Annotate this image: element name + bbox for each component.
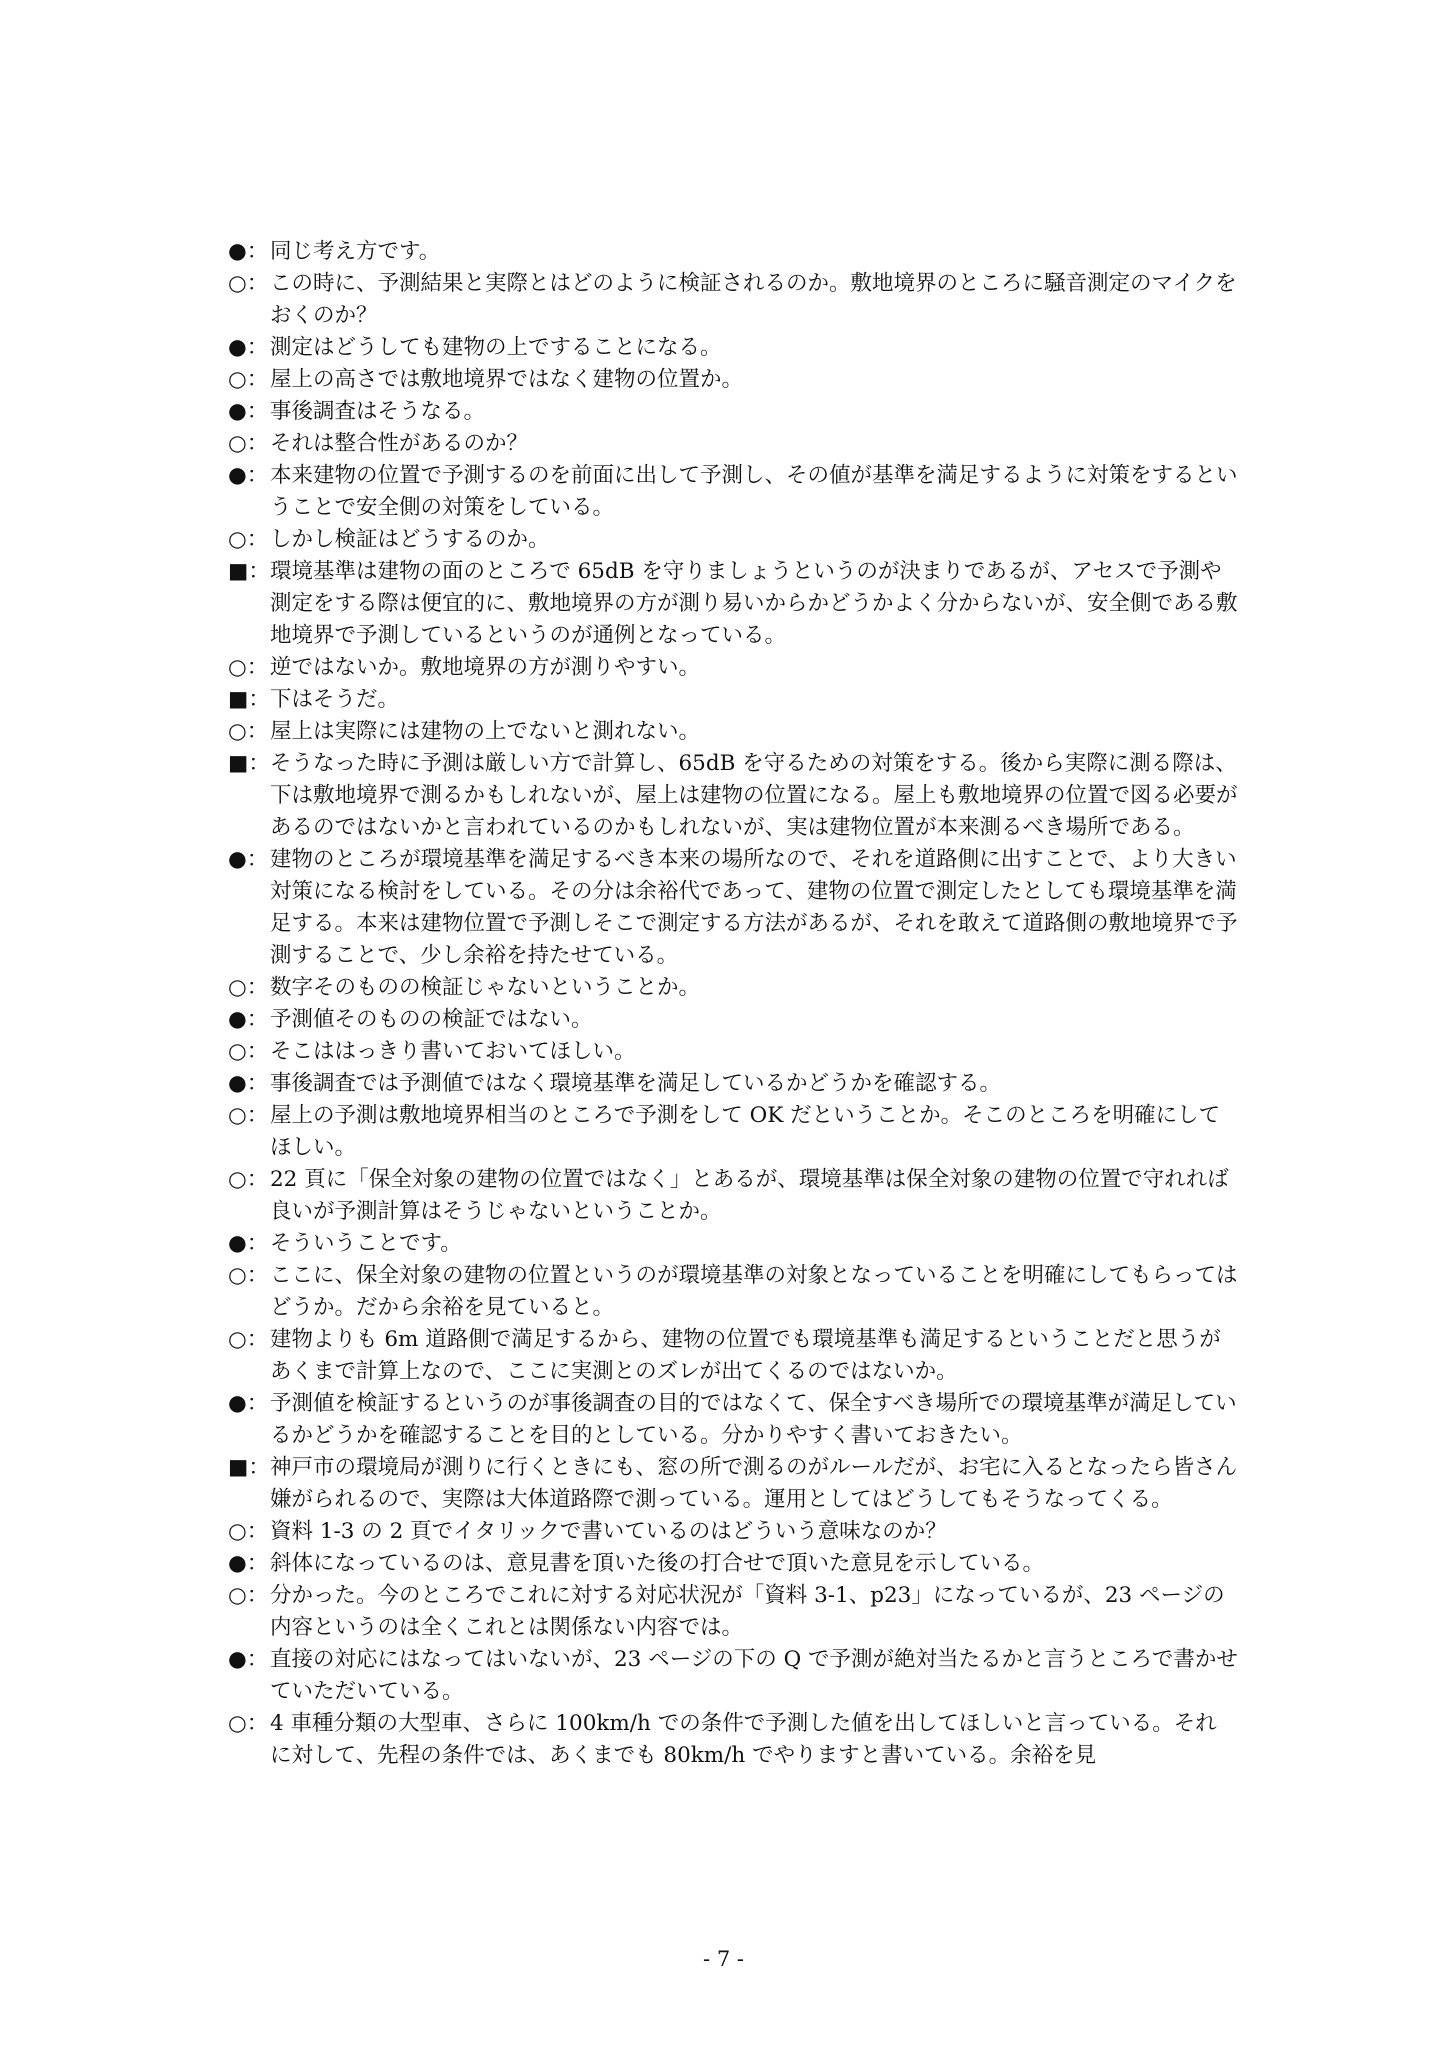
speaker-mark: ■： (228, 559, 270, 584)
entry-text: それは整合性があるのか？ (270, 431, 529, 456)
transcript-entry (228, 1548, 1238, 1580)
entry-text: そういうことです。 (270, 1231, 462, 1256)
transcript-entry (228, 1036, 1238, 1068)
entry-text: 環境基準は建物の面のところで 65dB を守りましょうというのが決まりであるが、アセスで予測や測定をする際は便宜的に、敷地境界の方が測り易いからかどうかよく分からないが、安全側である敷地境界で予測しているというのが通例となっている。 (270, 559, 1238, 648)
speaker-mark: ○： (228, 1263, 269, 1288)
speaker-mark: ○： (228, 655, 269, 680)
speaker-mark: ●： (228, 1071, 269, 1096)
speaker-mark: ■： (228, 687, 270, 712)
entry-text: 建物よりも 6m 道路側で満足するから、建物の位置でも環境基準も満足するということだと思うがあくまで計算上なので、ここに実測とのズレが出てくるのではないか。 (270, 1327, 1221, 1384)
entry-text: 斜体になっているのは、意見書を頂いた後の打合せで頂いた意見を示している。 (270, 1551, 1045, 1576)
entry-text: 本来建物の位置で予測するのを前面に出して予測し、その値が基準を満足するように対策をするということで安全側の対策をしている。 (270, 463, 1238, 520)
transcript-entry (228, 1708, 1238, 1772)
transcript-entry (228, 1516, 1238, 1548)
speaker-mark: ○： (228, 1103, 269, 1128)
entry-text: 直接の対応にはなってはいないが、23 ページの下の Q で予測が絶対当たるかと言うところで書かせていただいている。 (270, 1647, 1238, 1704)
speaker-mark: ●： (228, 463, 269, 488)
speaker-mark: ○： (228, 527, 269, 552)
transcript-entry (228, 1580, 1238, 1644)
transcript-entry (228, 652, 1238, 684)
transcript-entry (228, 972, 1238, 1004)
entry-text: 屋上の高さでは敷地境界ではなく建物の位置か。 (270, 367, 744, 392)
transcript-entry (228, 428, 1238, 460)
entry-text: 22 頁に「保全対象の建物の位置ではなく」とあるが、環境基準は保全対象の建物の位置で守れれば良いが予測計算はそうじゃないということか。 (270, 1167, 1229, 1224)
speaker-mark: ●： (228, 1551, 269, 1576)
speaker-mark: ●： (228, 847, 269, 872)
entry-text: 神戸市の環境局が測りに行くときにも、窓の所で測るのがルールだが、お宅に入るとなったら皆さん嫌がられるので、実際は大体道路際で測っている。運用としてはどうしてもそうなってくる。 (270, 1455, 1238, 1512)
transcript-entry (228, 1004, 1238, 1036)
entry-text: しかし検証はどうするのか。 (270, 527, 550, 552)
speaker-mark: ●： (228, 239, 269, 264)
speaker-mark: ●： (228, 1391, 269, 1416)
transcript-entry (228, 236, 1238, 268)
entry-text: 逆ではないか。敷地境界の方が測りやすい。 (270, 655, 701, 680)
transcript-entry (228, 1644, 1238, 1708)
transcript-entry (228, 748, 1238, 844)
speaker-mark: ●： (228, 1231, 269, 1256)
transcript-entry (228, 1100, 1238, 1164)
transcript-entry (228, 1228, 1238, 1260)
transcript-entry (228, 556, 1238, 652)
speaker-mark: ■： (228, 1455, 270, 1480)
transcript-entry (228, 684, 1238, 716)
document-body (228, 236, 1238, 1772)
speaker-mark: ○： (228, 367, 269, 392)
speaker-mark: ○： (228, 271, 269, 296)
entry-text: 屋上の予測は敷地境界相当のところで予測をして OK だということか。そこのところを明確にしてほしい。 (270, 1103, 1221, 1160)
speaker-mark: ○： (228, 1583, 269, 1608)
speaker-mark: ○： (228, 1327, 269, 1352)
entry-text: 同じ考え方です。 (270, 239, 441, 264)
speaker-mark: ○： (228, 431, 269, 456)
speaker-mark: ○： (228, 1167, 269, 1192)
transcript-entry (228, 396, 1238, 428)
transcript-entry (228, 1260, 1238, 1324)
entry-text: 屋上は実際には建物の上でないと測れない。 (270, 719, 701, 744)
speaker-mark: ○： (228, 1039, 269, 1064)
entry-text: 事後調査はそうなる。 (270, 399, 486, 424)
entry-text: 4 車種分類の大型車、さらに 100km/h での条件で予測した値を出してほしいと言っている。それに対して、先程の条件では、あくまでも 80km/h でやりますと書いている。余裕を見 (270, 1711, 1217, 1768)
transcript-entry (228, 716, 1238, 748)
transcript-entry (228, 844, 1238, 972)
transcript-entry (228, 1068, 1238, 1100)
entry-text: 予測値を検証するというのが事後調査の目的ではなくて、保全すべき場所での環境基準が満足しているかどうかを確認することを目的としている。分かりやすく書いておきたい。 (270, 1391, 1237, 1448)
speaker-mark: ●： (228, 1647, 269, 1672)
speaker-mark: ●： (228, 1007, 269, 1032)
transcript-entry (228, 268, 1238, 332)
transcript-entry (228, 1388, 1238, 1452)
transcript-entry (228, 332, 1238, 364)
speaker-mark: ○： (228, 975, 269, 1000)
speaker-mark: ●： (228, 399, 269, 424)
transcript-entry (228, 460, 1238, 524)
entry-text: そこははっきり書いておいてほしい。 (270, 1039, 636, 1064)
entry-text: 下はそうだ。 (270, 687, 400, 712)
entry-text: 予測値そのものの検証ではない。 (270, 1007, 593, 1032)
entry-text: この時に、予測結果と実際とはどのように検証されるのか。敷地境界のところに騒音測定のマイクをおくのか？ (270, 271, 1237, 328)
speaker-mark: ○： (228, 719, 269, 744)
speaker-mark: ■： (228, 751, 270, 776)
speaker-mark: ○： (228, 1519, 269, 1544)
entry-text: 資料 1-3 の 2 頁でイタリックで書いているのはどういう意味なのか？ (270, 1519, 947, 1544)
entry-text: 数字そのものの検証じゃないということか。 (270, 975, 701, 1000)
entry-text: そうなった時に予測は厳しい方で計算し、65dB を守るための対策をする。後から実際に測る際は、下は敷地境界で測るかもしれないが、屋上は建物の位置になる。屋上も敷地境界の位置で図る必要があるのではないかと言われているのかもしれないが、実は建物位置が本来測るべき場所である。 (270, 751, 1238, 840)
entry-text: ここに、保全対象の建物の位置というのが環境基準の対象となっていることを明確にしてもらってはどうか。だから余裕を見ていると。 (270, 1263, 1238, 1320)
entry-text: 事後調査では予測値ではなく環境基準を満足しているかどうかを確認する。 (270, 1071, 1002, 1096)
transcript-entry (228, 1324, 1238, 1388)
transcript-entry (228, 364, 1238, 396)
transcript-entry (228, 1452, 1238, 1516)
page-number: - 7 - (703, 1947, 744, 1971)
transcript-entry (228, 1164, 1238, 1228)
entry-text: 分かった。今のところでこれに対する対応状況が「資料 3-1、p23」になっているが、23 ページの内容というのは全くこれとは関係ない内容では。 (270, 1583, 1225, 1640)
speaker-mark: ●： (228, 335, 269, 360)
speaker-mark: ○： (228, 1711, 269, 1736)
transcript-entry (228, 524, 1238, 556)
entry-text: 建物のところが環境基準を満足するべき本来の場所なので、それを道路側に出すことで、より大きい対策になる検討をしている。その分は余裕代であって、建物の位置で測定したとしても環境基準を満足する。本来は建物位置で予測しそこで測定する方法があるが、それを敢えて道路側の敷地境界で予測することで、少し余裕を持たせている。 (270, 847, 1238, 968)
entry-text: 測定はどうしても建物の上ですることになる。 (270, 335, 722, 360)
